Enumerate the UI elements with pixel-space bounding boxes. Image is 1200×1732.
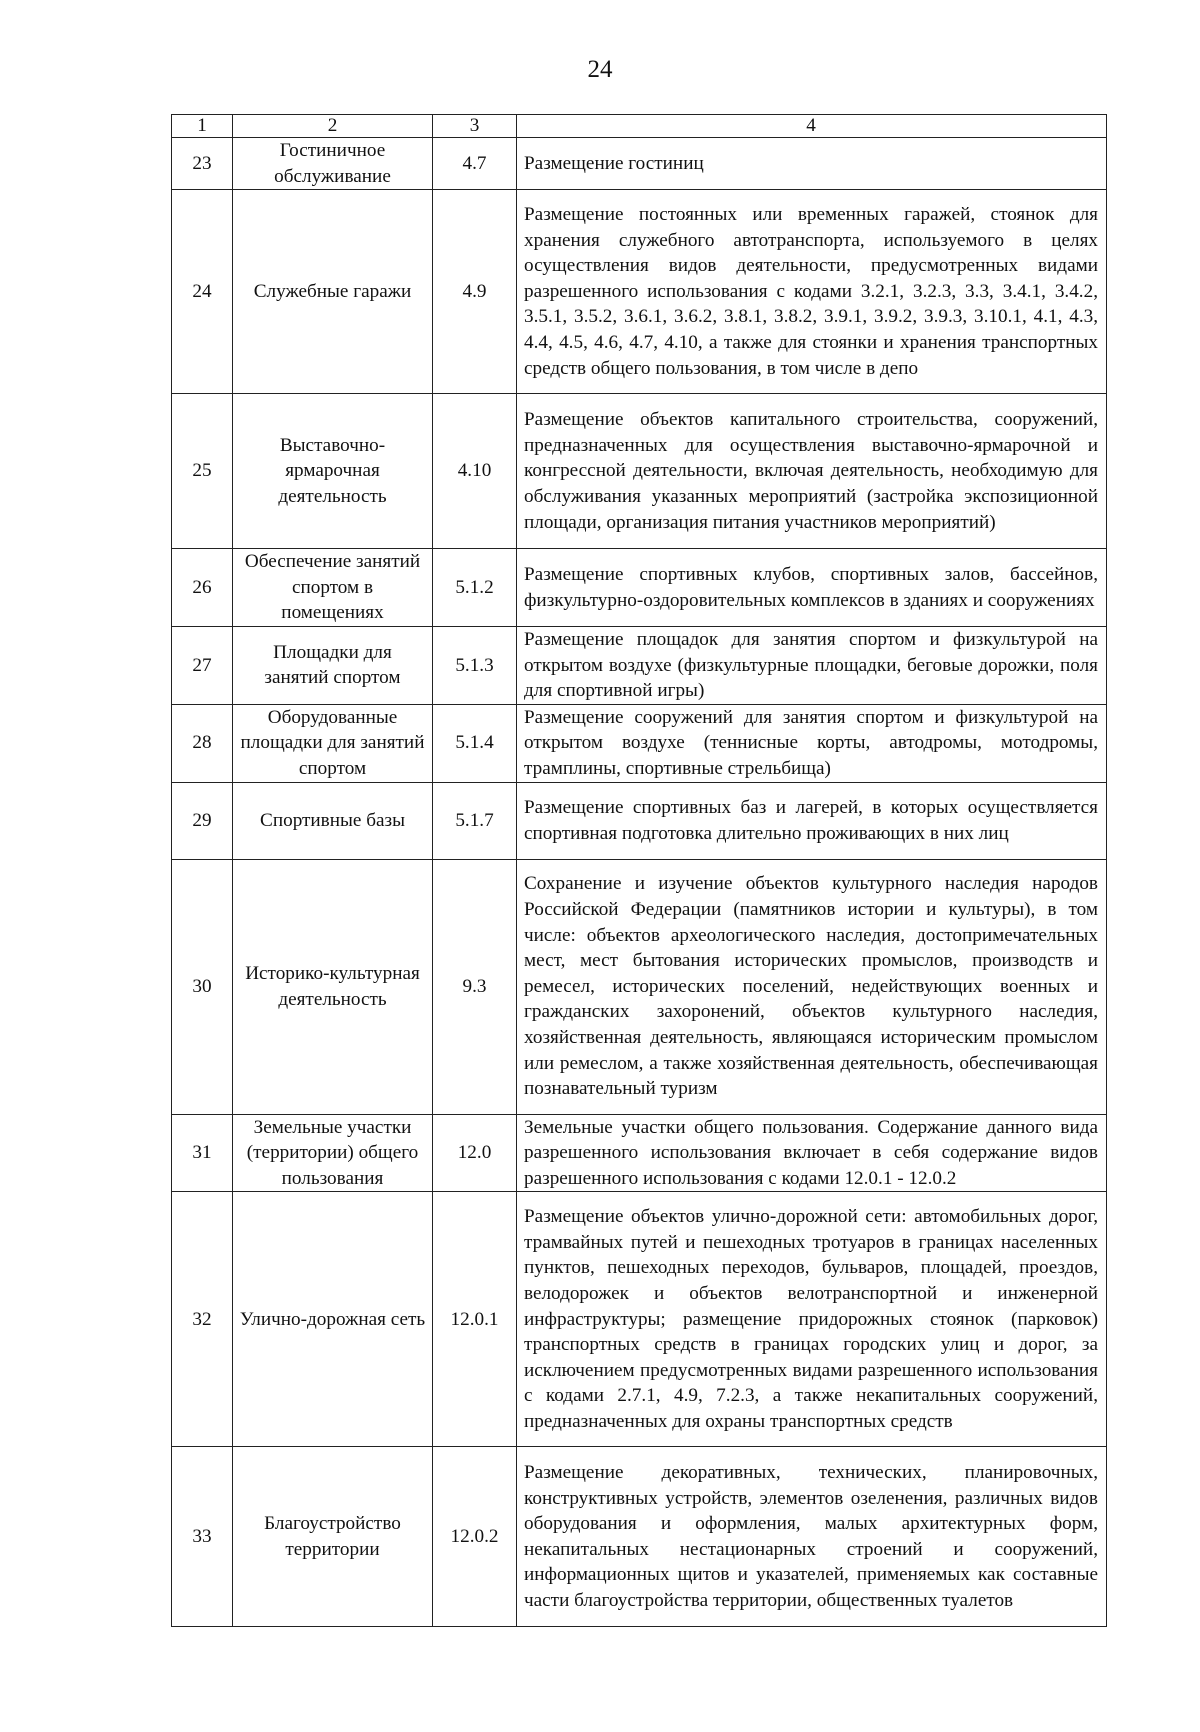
table-row: [172, 138, 1107, 190]
table-row: [172, 859, 1107, 1114]
use-type-code: 4.10: [433, 394, 517, 549]
table-row: [172, 1447, 1107, 1627]
row-number: 29: [172, 782, 233, 859]
row-number: 24: [172, 190, 233, 394]
table-row: [172, 394, 1107, 549]
table-row: [172, 190, 1107, 394]
use-type-description: Земельные участки общего пользования. Содержание данного вида разрешенного использования включает в себя содержание видов разрешенного использования с кодами 12.0.1 - 12.0.2: [517, 1114, 1107, 1192]
use-type-description: Размещение объектов капитального строительства, сооружений, предназначенных для осуществления выставочно-ярмарочной и конгрессной деятельности, включая деятельность, необходимую для обслуживания указанных мероприятий (застройка экспозиционной площади, организация питания участников мероприятий): [517, 394, 1107, 549]
row-number: 26: [172, 549, 233, 627]
use-type-description: Сохранение и изучение объектов культурного наследия народов Российской Федерации (памятников истории и культуры), в том числе: объектов археологического наследия, достопримечательных мест, мест бытования исторических промыслов, производств и ремесел, исторических поселений, недействующих военных и гражданских захоронений, объектов культурного наследия, хозяйственная деятельность, являющаяся историческим промыслом или ремеслом, а также хозяйственная деятельность, обеспечивающая познавательный туризм: [517, 859, 1107, 1114]
table-row: [172, 549, 1107, 627]
use-type-code: 5.1.7: [433, 782, 517, 859]
use-type-code: 12.0.2: [433, 1447, 517, 1627]
row-number: 31: [172, 1114, 233, 1192]
column-header-2: 2: [233, 115, 433, 138]
use-type-name: Оборудованные площадки для занятий спортом: [233, 704, 433, 782]
row-number: 27: [172, 626, 233, 704]
use-type-description: Размещение гостиниц: [517, 138, 1107, 190]
use-type-code: 5.1.3: [433, 626, 517, 704]
use-type-name: Служебные гаражи: [233, 190, 433, 394]
use-type-description: Размещение сооружений для занятия спортом и физкультурой на открытом воздухе (теннисные корты, автодромы, мотодромы, трамплины, спортивные стрельбища): [517, 704, 1107, 782]
row-number: 28: [172, 704, 233, 782]
row-number: 33: [172, 1447, 233, 1627]
use-type-code: 4.7: [433, 138, 517, 190]
use-type-description: Размещение спортивных клубов, спортивных залов, бассейнов, физкультурно-оздоровительных комплексов в зданиях и сооружениях: [517, 549, 1107, 627]
use-type-code: 12.0: [433, 1114, 517, 1192]
use-type-name: Гостиничное обслуживание: [233, 138, 433, 190]
use-type-name: Площадки для занятий спортом: [233, 626, 433, 704]
use-type-name: Улично-дорожная сеть: [233, 1192, 433, 1447]
row-number: 25: [172, 394, 233, 549]
use-type-description: Размещение постоянных или временных гаражей, стоянок для хранения служебного автотранспорта, используемого в целях осуществления видов деятельности, предусмотренных видами разрешенного использования с кодами 3.2.1, 3.2.3, 3.3, 3.4.1, 3.4.2, 3.5.1, 3.5.2, 3.6.1, 3.6.2, 3.8.1, 3.8.2, 3.9.1, 3.9.2, 3.9.3, 3.10.1, 4.1, 4.3, 4.4, 4.5, 4.6, 4.7, 4.10, а также для стоянки и хранения транспортных средств общего пользования, в том числе в депо: [517, 190, 1107, 394]
use-type-code: 5.1.2: [433, 549, 517, 627]
use-type-description: Размещение декоративных, технических, планировочных, конструктивных устройств, элементов озеленения, различных видов оборудования и оформления, малых архитектурных форм, некапитальных нестационарных строений и сооружений, информационных щитов и указателей, применяемых как составные части благоустройства территории, общественных туалетов: [517, 1447, 1107, 1627]
use-type-code: 4.9: [433, 190, 517, 394]
use-type-name: Земельные участки (территории) общего пользования: [233, 1114, 433, 1192]
use-type-name: Обеспечение занятий спортом в помещениях: [233, 549, 433, 627]
page-number: 24: [587, 56, 613, 83]
use-type-description: Размещение площадок для занятия спортом и физкультурой на открытом воздухе (физкультурные площадки, беговые дорожки, поля для спортивной игры): [517, 626, 1107, 704]
use-type-code: 9.3: [433, 859, 517, 1114]
table-row: [172, 704, 1107, 782]
table-row: [172, 782, 1107, 859]
table-header-row: [172, 115, 1107, 138]
table-row: [172, 1192, 1107, 1447]
use-type-description: Размещение объектов улично-дорожной сети: автомобильных дорог, трамвайных путей и пешеходных тротуаров в границах населенных пунктов, пешеходных переходов, бульваров, площадей, проездов, велодорожек и объектов велотранспортной и инженерной инфраструктуры; размещение придорожных стоянок (парковок) транспортных средств в границах городских улиц и дорог, за исключением предусмотренных видами разрешенного использования с кодами 2.7.1, 4.9, 7.2.3, а также некапитальных сооружений, предназначенных для охраны транспортных средств: [517, 1192, 1107, 1447]
use-type-code: 12.0.1: [433, 1192, 517, 1447]
use-type-name: Благоустройство территории: [233, 1447, 433, 1627]
column-header-3: 3: [433, 115, 517, 138]
row-number: 32: [172, 1192, 233, 1447]
use-type-code: 5.1.4: [433, 704, 517, 782]
land-use-table: [171, 114, 1107, 1627]
table-row: [172, 626, 1107, 704]
column-header-1: 1: [172, 115, 233, 138]
use-type-name: Выставочно-ярмарочная деятельность: [233, 394, 433, 549]
row-number: 23: [172, 138, 233, 190]
use-type-description: Размещение спортивных баз и лагерей, в которых осуществляется спортивная подготовка длительно проживающих в них лиц: [517, 782, 1107, 859]
use-type-name: Историко-культурная деятельность: [233, 859, 433, 1114]
use-type-name: Спортивные базы: [233, 782, 433, 859]
row-number: 30: [172, 859, 233, 1114]
table-row: [172, 1114, 1107, 1192]
column-header-4: 4: [517, 115, 1107, 138]
